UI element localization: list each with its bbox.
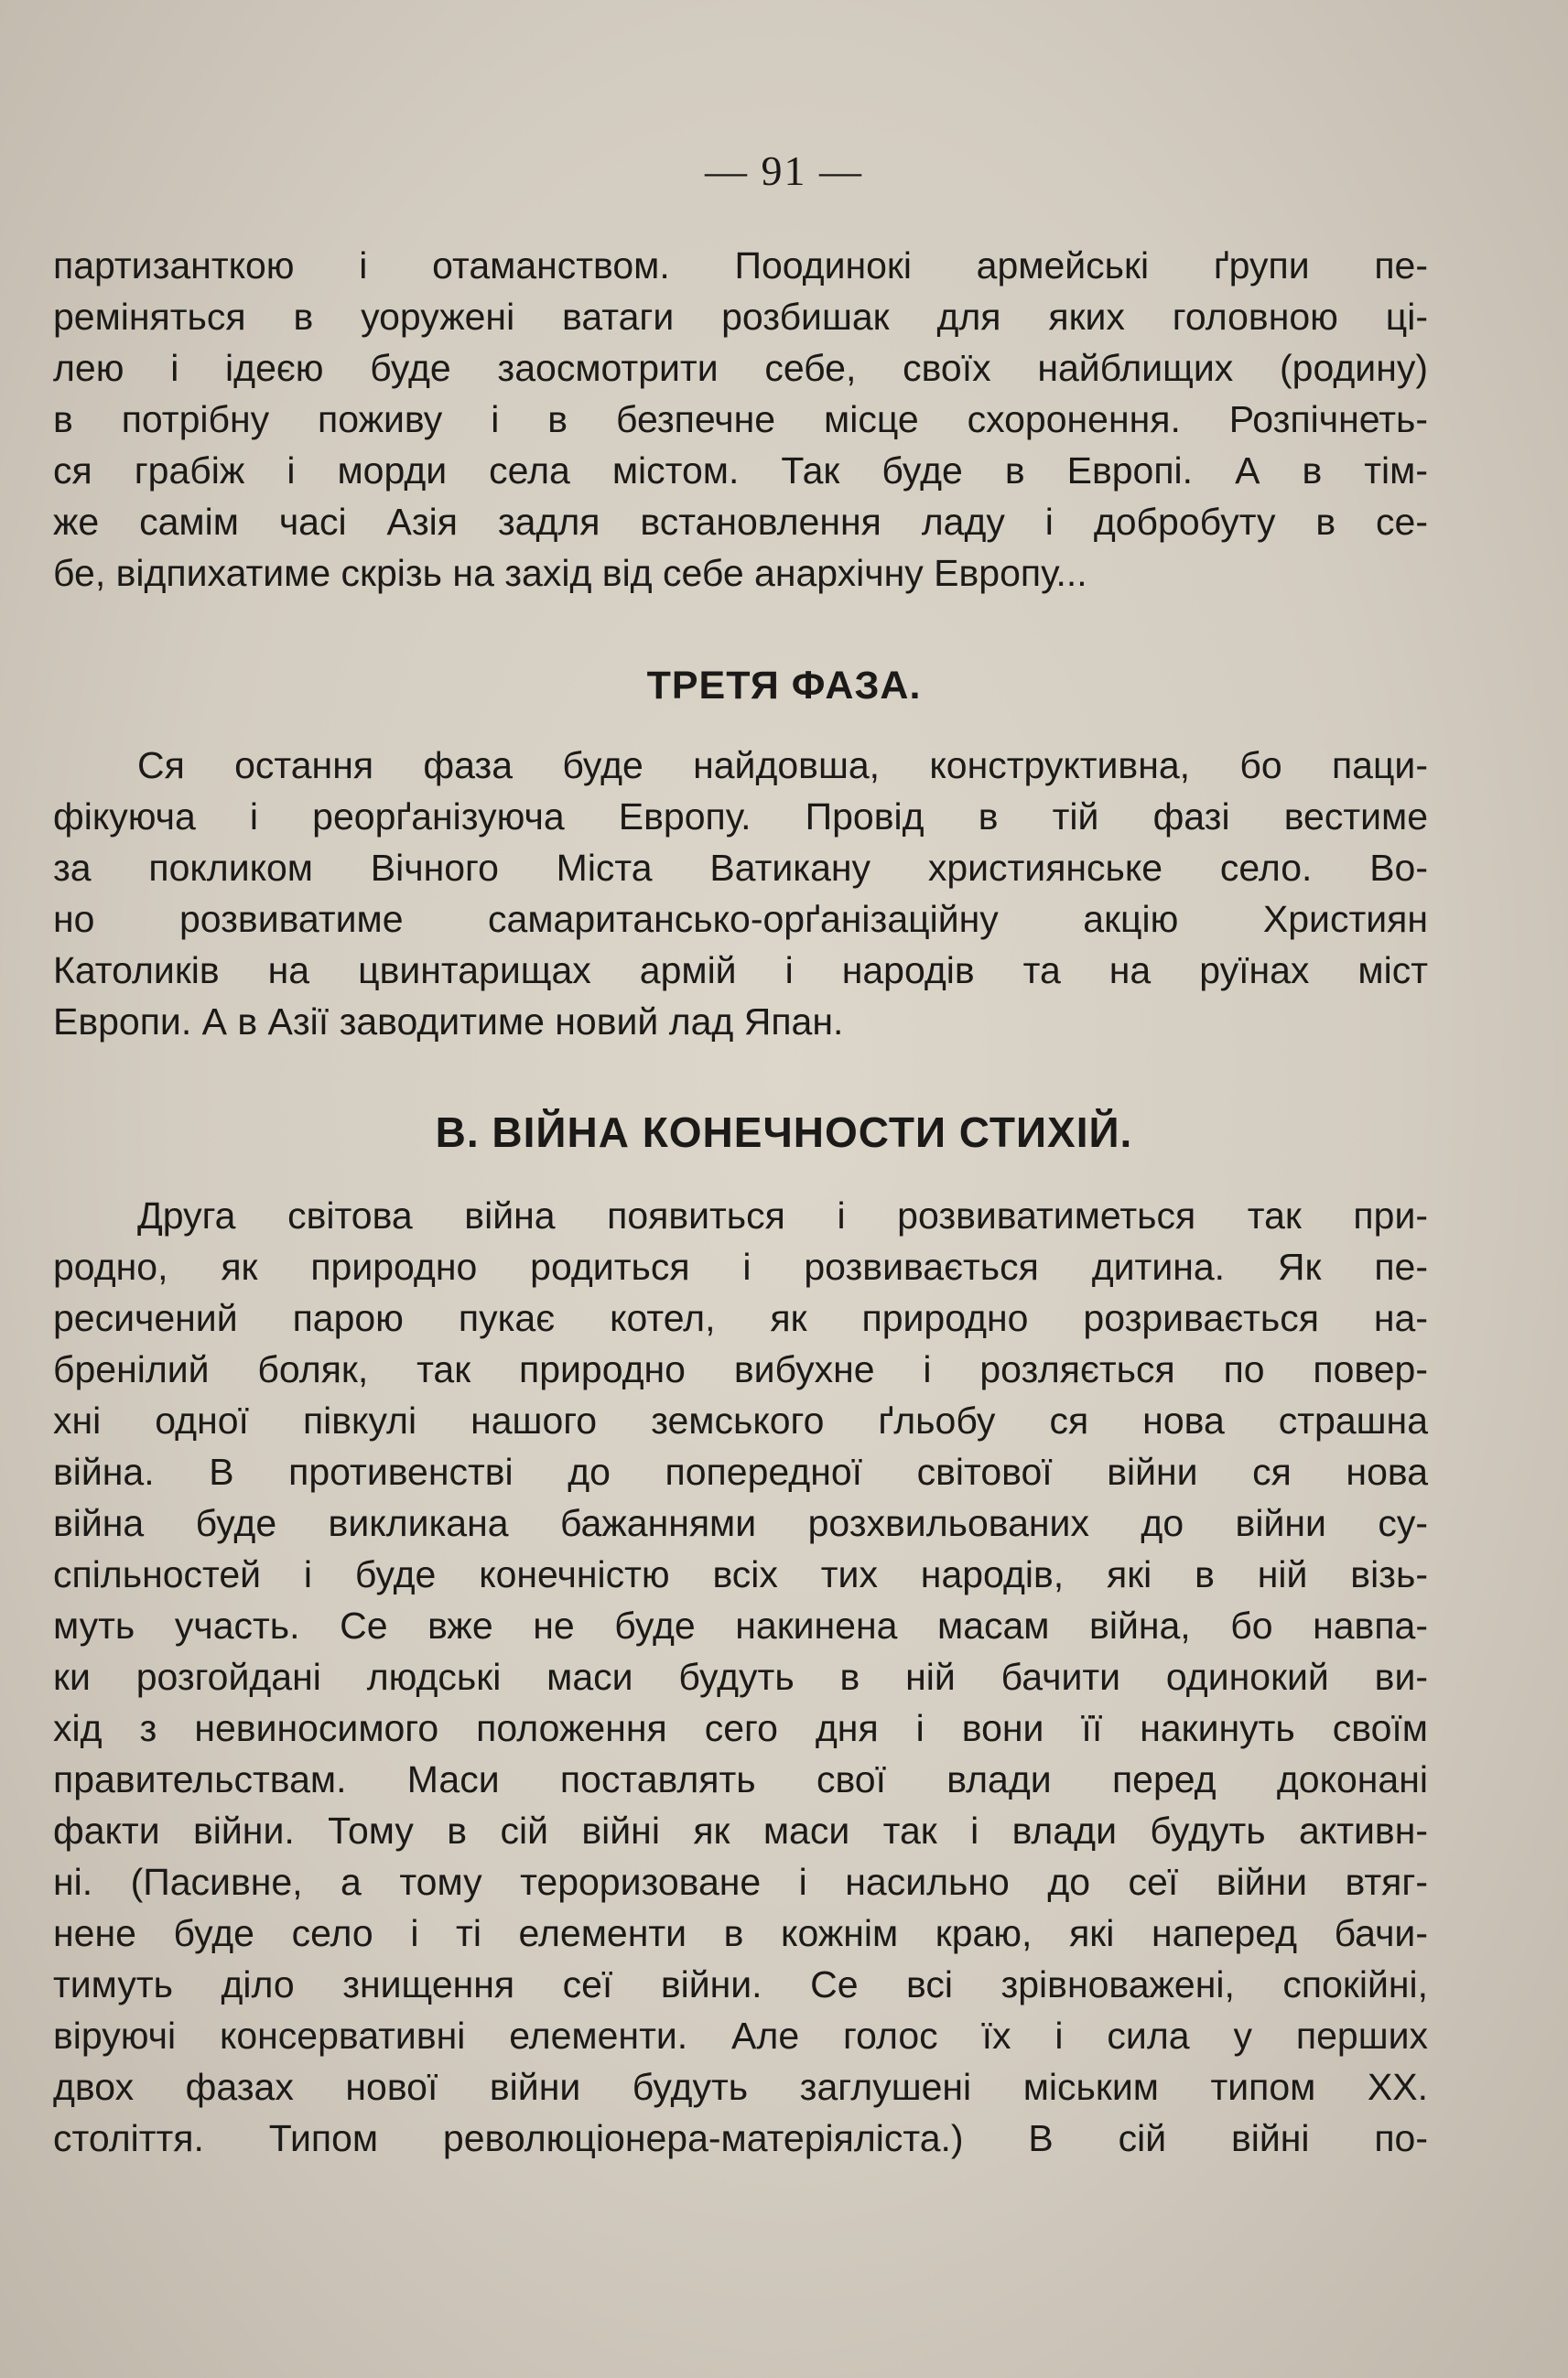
text-line: століття. Типом революціонера-матеріяліста.) В сій війні по-	[53, 2117, 1428, 2159]
text-line: спільностей і буде конечністю всіх тих народів, які в ній візь-	[53, 1553, 1428, 1595]
text-line: Католиків на цвинтарищах армій і народів та на руїнах міст	[53, 949, 1428, 991]
text-line: партизанткою і отаманством. Поодинокі армейські ґрупи пе-	[53, 244, 1428, 286]
text-line: факти війни. Тому в сій війні як маси так і влади будуть активн-	[53, 1810, 1428, 1852]
text-line: двох фазах нової війни будуть заглушені міським типом XX.	[53, 2066, 1428, 2108]
text-line: ся грабіж і морди села містом. Так буде в Европі. А в тім-	[53, 449, 1428, 492]
text-line: хід з невиносимого положення сего дня і вони її накинуть своїм	[53, 1707, 1428, 1749]
page-number: — 91 —	[705, 147, 863, 194]
text-line: реміняться в уоружені ватаги розбишак для яких головною ці-	[53, 296, 1428, 338]
text-line: хні одної півкулі нашого земського ґльобу ся нова страшна	[53, 1400, 1428, 1442]
text-line: лею і ідеєю буде заосмотрити себе, своїх найблищих (родину)	[53, 347, 1428, 389]
text-line: родно, як природно родиться і розвивається дитина. Як пе-	[53, 1246, 1428, 1288]
text-line: ки розгойдані людські маси будуть в ній бачити одинокий ви-	[53, 1656, 1428, 1698]
paragraph-3	[53, 1190, 1428, 2164]
paragraph-2	[53, 740, 1428, 1047]
text-line: же самім часі Азія задля встановлення ладу і добробуту в се-	[53, 501, 1428, 543]
text-line: бе, відпихатиме скрізь на захід від себе анархічну Европу...	[53, 552, 1087, 594]
paragraph-1	[53, 240, 1428, 599]
text-line: віруючі консервативні елементи. Але голос їх і сила у перших	[53, 2015, 1428, 2057]
text-line: но розвиватиме самаритансько-орґанізаційну акцію Християн	[53, 898, 1428, 940]
text-line: Друга світова війна появиться і розвиватиметься так при-	[137, 1194, 1428, 1237]
text-line: Европи. А в Азії заводитиме новий лад Япан.	[53, 1000, 844, 1043]
text-line: війна буде викликана бажаннями розхвильованих до війни су-	[53, 1502, 1428, 1544]
text-line: війна. В противенстві до попередної світової війни ся нова	[53, 1451, 1428, 1493]
text-line: Ся остання фаза буде найдовша, конструктивна, бо паци-	[137, 744, 1428, 786]
text-line: в потрібну поживу і в безпечне місце схоронення. Розпічнеть-	[53, 398, 1428, 440]
text-line: за покликом Вічного Міста Ватикану християнське село. Во-	[53, 847, 1428, 889]
text-line: ресичений парою пукає котел, як природно розривається на-	[53, 1297, 1428, 1339]
section-heading-war-of-elements: В. ВІЙНА КОНЕЧНОСТИ СТИХІЙ.	[435, 1108, 1133, 1156]
text-line: ні. (Пасивне, а тому тероризоване і насильно до сеї війни втяг-	[53, 1861, 1428, 1903]
text-line: тимуть діло знищення сеї війни. Се всі зрівноважені, спокійні,	[53, 1963, 1428, 2005]
text-line: правительствам. Маси поставлять свої влади перед доконані	[53, 1758, 1428, 1800]
section-heading-third-phase: ТРЕТЯ ФАЗА.	[646, 664, 922, 708]
text-line: нене буде село і ті елементи в кожнім краю, які наперед бачи-	[53, 1912, 1428, 1954]
text-line: фікуюча і реорґанізуюча Европу. Провід в тій фазі вестиме	[53, 795, 1428, 838]
text-line: муть участь. Се вже не буде накинена масам війна, бо навпа-	[53, 1605, 1428, 1647]
text-line: бренілий боляк, так природно вибухне і розляється по повер-	[53, 1348, 1428, 1390]
